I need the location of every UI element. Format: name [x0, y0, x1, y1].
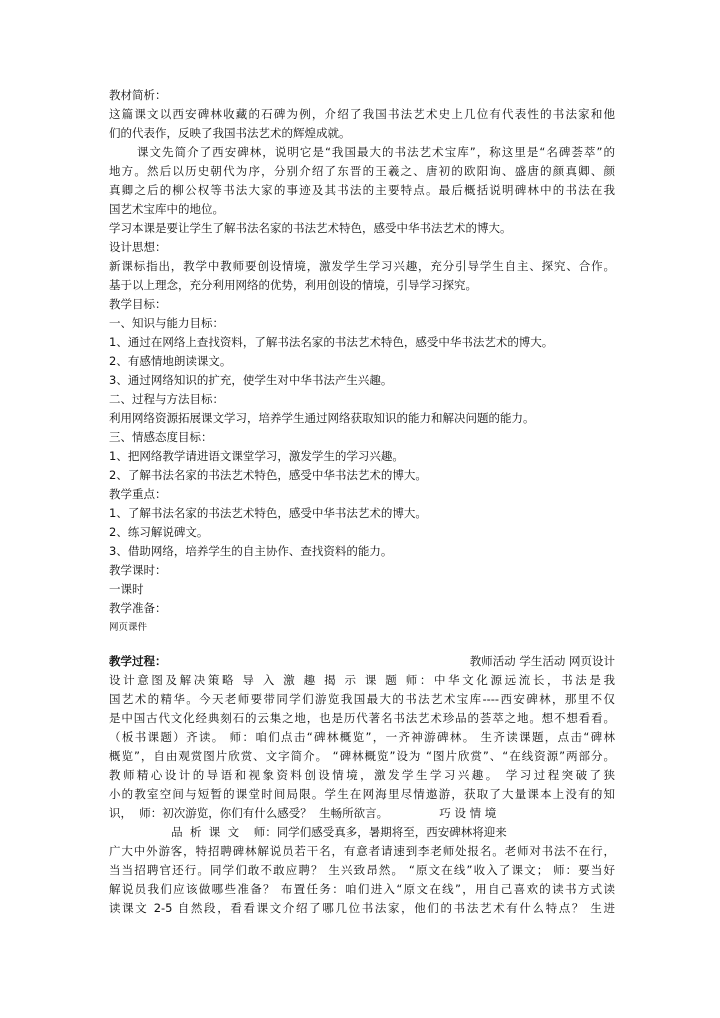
process-line: 读课文 2-5 自然段，看看课文介绍了哪几位书法家，他们的书法艺术有什么特点？ 生进: [109, 901, 615, 915]
process-line: 当当招聘官还行。同学们敢不敢应聘？ 生兴致昂然。 “原文在线”收入了课文； 师：要当好: [109, 863, 615, 877]
heading-design-idea: 设计思想：: [109, 240, 167, 254]
heading-teaching-process: 教学过程：: [109, 654, 167, 668]
process-line: 品 析 课 文 师：同学们感受真多，暑期将至，西安碑林将迎来: [109, 825, 507, 839]
list-item: 1、通过在网络上查找资料，了解书法名家的书法艺术特色，感受中华书法艺术的博大。: [109, 335, 554, 349]
heading-preparation: 教学准备：: [109, 601, 167, 615]
paragraph-line: 一课时: [109, 582, 144, 596]
subheading-attitude-goals: 三、情感态度目标：: [109, 430, 213, 444]
paragraph-line: 课文先简介了西安碑林，说明它是“我国最大的书法艺术宝库”，称这里是“名碑荟萃”的: [137, 145, 615, 159]
heading-key-points: 教学重点：: [109, 487, 167, 501]
paragraph-line: 国艺术宝库中的地位。: [109, 202, 224, 216]
process-line: 教师精心设计的导语和视象资料创设情境，激发学生学习兴趣。 学习过程突破了狭: [109, 768, 615, 782]
paragraph-line: 基于以上理念，充分利用网络的优势，利用创设的情境，引导学习探究。: [109, 278, 477, 292]
list-item: 3、借助网络，培养学生的自主协作、查找资料的能力。: [109, 544, 393, 558]
paragraph-line: 利用网络资源拓展课文学习，培养学生通过网络获取知识的能力和解决问题的能力。: [109, 411, 535, 425]
list-item: 2、有感情地朗读课文。: [109, 354, 232, 368]
paragraph-line: 学习本课是要让学生了解书法名家的书法艺术特色，感受中华书法艺术的博大。: [109, 221, 512, 235]
list-item: 2、练习解说碑文。: [109, 525, 209, 539]
paragraph-line: 新课标指出，教学中教师要创设情境，激发学生学习兴趣，充分引导学生自主、探究、合作。: [109, 259, 615, 273]
process-line: 小的教室空间与短暂的课堂时间局限。学生在网海里尽情遨游，获取了大量课本上没有的知: [109, 787, 615, 801]
process-line: 识， 师：初次游览，你们有什么感受？ 生畅所欲言。 巧 设 情 境: [109, 806, 497, 820]
subheading-knowledge-goals: 一、知识与能力目标：: [109, 316, 224, 330]
process-line: 广大中外游客，特招聘碑林解说员若干名，有意者请速到李老师处报名。老师对书法不在行，: [109, 844, 615, 858]
process-line: 是中国古代文化经典刻石的云集之地，也是历代著名书法艺术珍品的荟萃之地。想不想看看。: [109, 711, 615, 725]
heading-class-hours: 教学课时：: [109, 563, 167, 577]
process-line: 解说员我们应该做哪些准备？ 布置任务：咱们进入“原文在线”，用自己喜欢的读书方式读: [109, 882, 615, 896]
list-item: 1、把网络教学请进语文课堂学习，激发学生的学习兴趣。: [109, 449, 404, 463]
process-line: （板书课题）齐读。 师：咱们点击“碑林概览”，一齐神游碑林。 生齐读课题，点击“碑林: [109, 730, 615, 744]
process-header: [109, 652, 615, 671]
process-columns-header: 教师活动 学生活动 网页设计: [469, 654, 615, 668]
process-line: 设计意图及解决策略 导 入 激 趣 揭 示 课 题 师：中华文化源远流长，书法是我: [109, 673, 615, 687]
paragraph-line: 地方。然后以历史朝代为序，分别介绍了东晋的王羲之、唐初的欧阳询、盛唐的颜真卿、颜: [109, 164, 615, 178]
list-item: 1、了解书法名家的书法艺术特色，感受中华书法艺术的博大。: [109, 506, 427, 520]
paragraph-line: 真卿之后的柳公权等书法大家的事迹及其书法的主要特点。最后概括说明碑林中的书法在我: [109, 183, 615, 197]
list-item: 2、了解书法名家的书法艺术特色，感受中华书法艺术的博大。: [109, 468, 427, 482]
heading-textbook-analysis: 教材简析：: [109, 88, 167, 102]
paragraph-line: 们的代表作，反映了我国书法艺术的辉煌成就。: [109, 126, 351, 140]
subheading-process-goals: 二、过程与方法目标：: [109, 392, 224, 406]
process-line: 国艺术的精华。今天老师要带同学们游览我国最大的书法艺术宝库----西安碑林，那里不仅: [109, 692, 615, 706]
list-item: 3、通过网络知识的扩充，使学生对中华书法产生兴趣。: [109, 373, 393, 387]
paragraph-line: 这篇课文以西安碑林收藏的石碑为例，介绍了我国书法艺术史上几位有代表性的书法家和他: [109, 107, 615, 121]
process-line: 概览”，自由观赏图片欣赏、文字简介。 “碑林概览”设为 “图片欣赏”、“在线资源”两部分。: [109, 749, 615, 763]
paragraph-line: 网页课件: [109, 622, 148, 633]
heading-teaching-goals: 教学目标：: [109, 297, 167, 311]
